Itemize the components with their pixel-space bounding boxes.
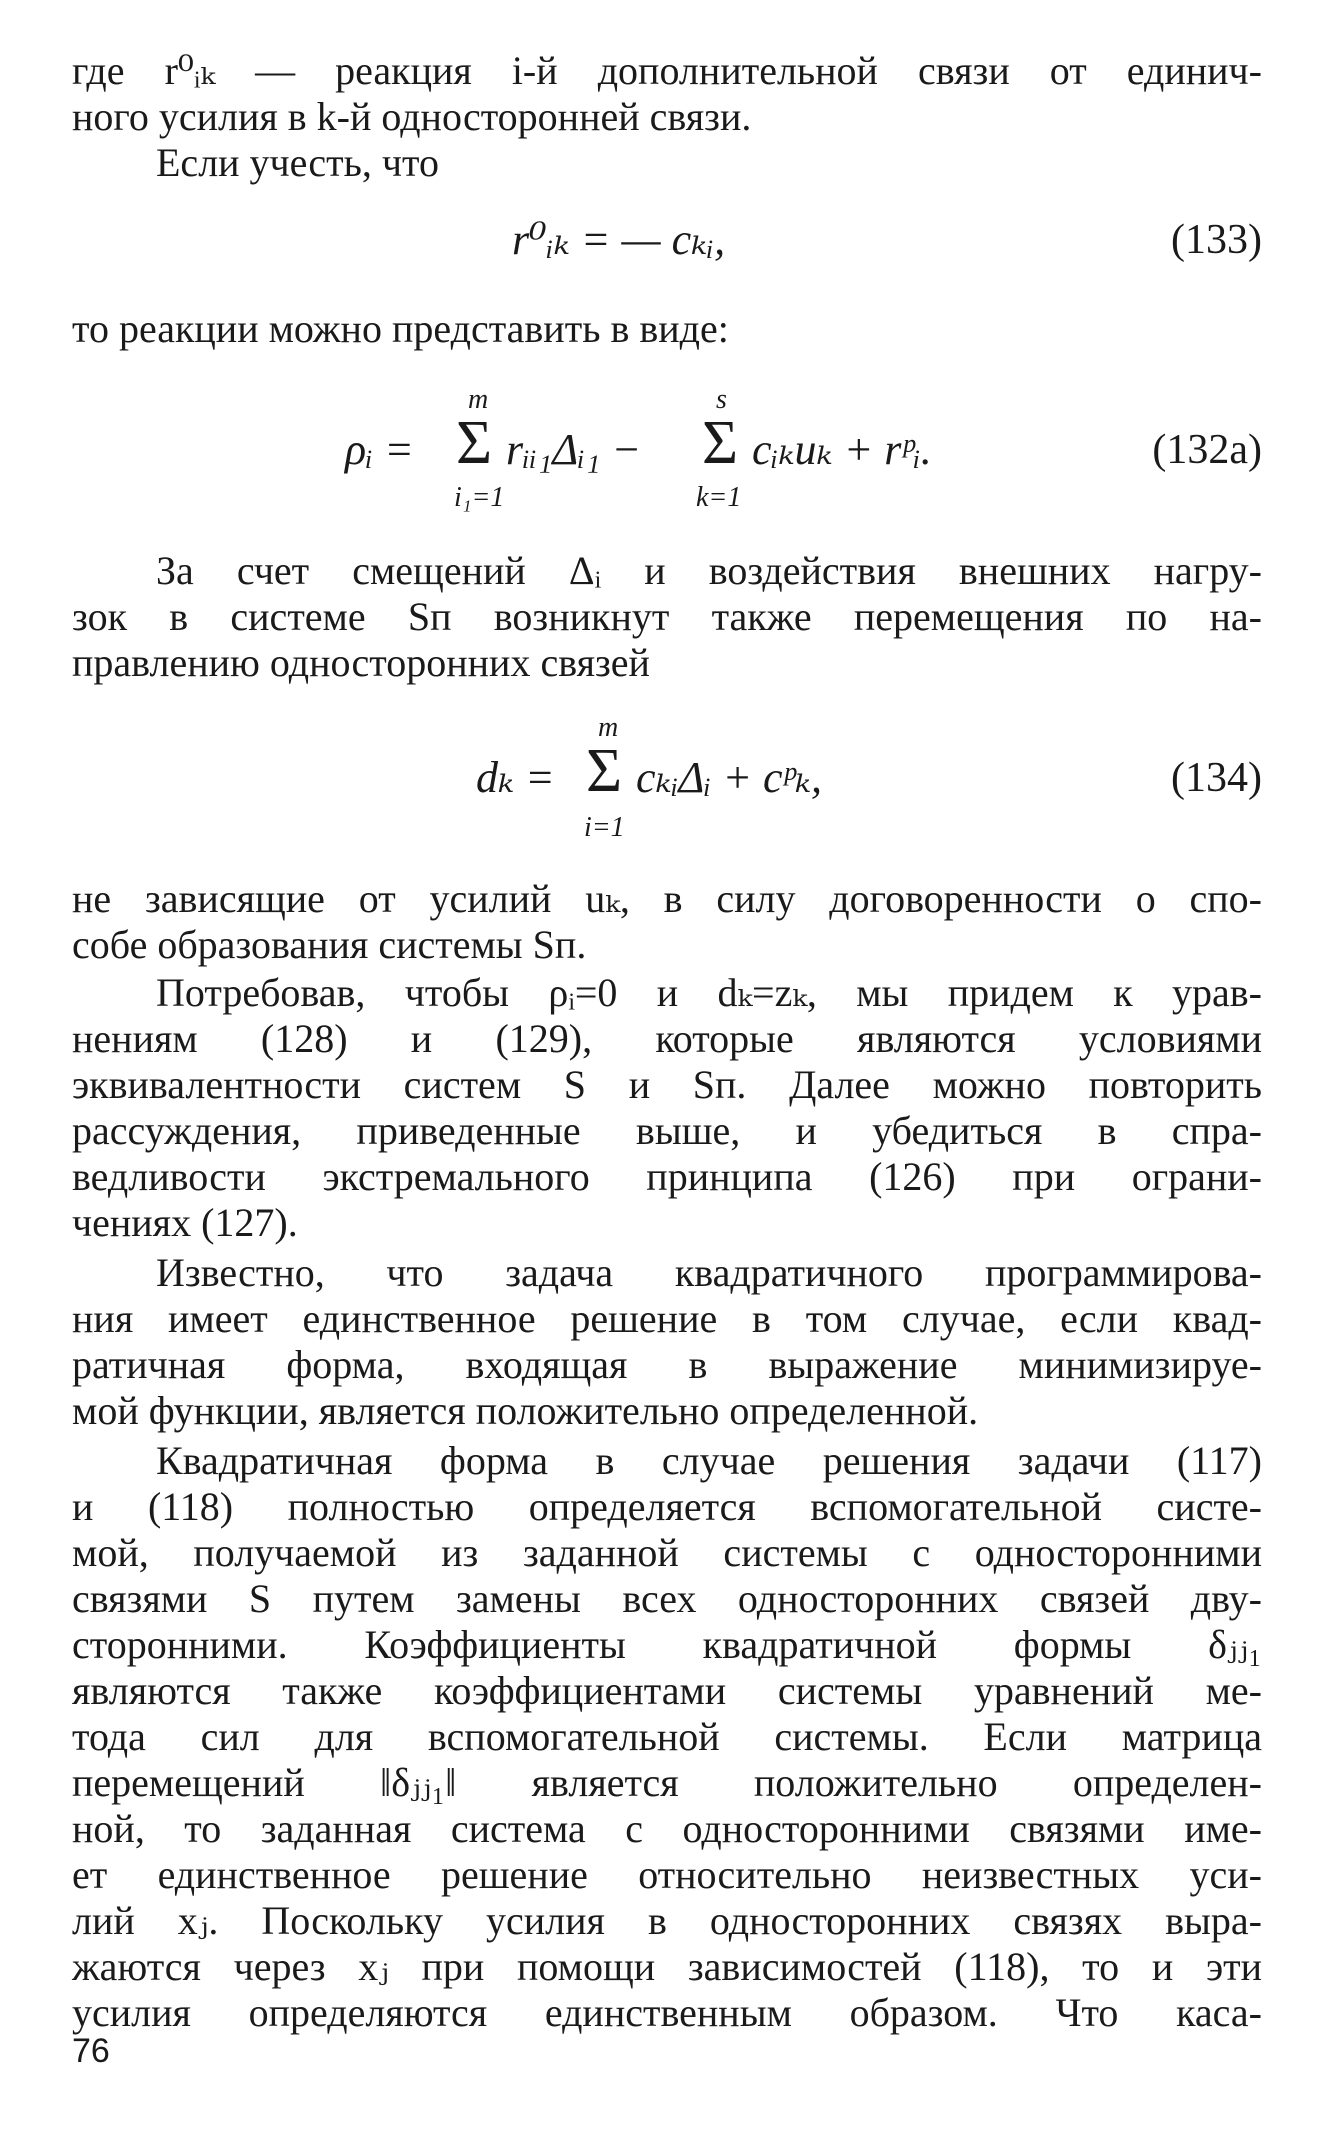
sum-symbol: Σ bbox=[586, 737, 623, 805]
text-line: то реакции можно представить в виде: bbox=[72, 306, 729, 351]
sum-lower-limit: i₁=1 bbox=[454, 482, 505, 513]
equation-number: (132а) bbox=[1152, 427, 1262, 473]
text-line: являются также коэффициентами системы уравнений ме- bbox=[72, 1668, 1262, 1713]
text-line: не зависящие от усилий uₖ, в силу договоренности о спо- bbox=[72, 876, 1262, 921]
text-line: перемещений ‖δⱼⱼ₁‖ является положительно определен- bbox=[72, 1760, 1262, 1805]
text-line: ведливости экстремального принципа (126) при ограни- bbox=[72, 1154, 1262, 1199]
page-number: 76 bbox=[72, 2032, 110, 2070]
text-line: связями S путем замены всех односторонних связей дву- bbox=[72, 1576, 1262, 1621]
text-line: усилия определяются единственным образом. Что каса- bbox=[72, 1990, 1262, 2035]
sum-lower-limit: k=1 bbox=[696, 482, 742, 513]
sum-lower-limit: i=1 bbox=[584, 812, 625, 843]
text-line: нениям (128) и (129), которые являются условиями bbox=[72, 1016, 1262, 1061]
text-line: рассуждения, приведенные выше, и убедиться в спра- bbox=[72, 1108, 1262, 1153]
text-line: ной, то заданная система с односторонними связями име- bbox=[72, 1806, 1262, 1851]
equation-term: rᵢᵢ₁Δᵢ₁ − bbox=[506, 425, 642, 474]
text-line: зок в системе Sп возникнут также перемещения по на- bbox=[72, 594, 1262, 639]
equation-term: cᵢₖuₖ + rᵖᵢ. bbox=[752, 425, 932, 474]
text-line: и (118) полностью определяется вспомогательной систе- bbox=[72, 1484, 1262, 1529]
text-line: собе образования системы Sп. bbox=[72, 922, 587, 967]
text-line: мой функции, является положительно определенной. bbox=[72, 1388, 979, 1433]
text-line: Известно, что задача квадратичного программирова- bbox=[156, 1250, 1262, 1295]
equation-number: (134) bbox=[1171, 755, 1262, 801]
text-line: За счет смещений Δᵢ и воздействия внешних нагру- bbox=[156, 548, 1262, 593]
text-line: ного усилия в k-й односторонней связи. bbox=[72, 94, 752, 139]
text-line: где r⁰ᵢₖ — реакция i-й дополнительной связи от единич- bbox=[72, 48, 1262, 93]
text-line: эквивалентности систем S и Sп. Далее можно повторить bbox=[72, 1062, 1262, 1107]
text-line: лий xⱼ. Поскольку усилия в односторонних связях выра- bbox=[72, 1898, 1262, 1943]
sum-symbol: Σ bbox=[702, 409, 739, 477]
sum-upper-limit: m bbox=[598, 712, 619, 743]
text-line: Потребовав, чтобы ρᵢ=0 и dₖ=zₖ, мы придем к урав- bbox=[156, 970, 1262, 1015]
sum-upper-limit: m bbox=[468, 384, 489, 415]
equation-number: (133) bbox=[1171, 217, 1262, 263]
text-line: Если учесть, что bbox=[156, 140, 439, 185]
text-line: сторонними. Коэффициенты квадратичной формы δⱼⱼ₁ bbox=[72, 1622, 1262, 1667]
text-line: чениях (127). bbox=[72, 1200, 298, 1245]
sum-symbol: Σ bbox=[456, 409, 493, 477]
equation-lhs: ρᵢ = bbox=[345, 425, 414, 474]
text-line: ратичная форма, входящая в выражение минимизируе- bbox=[72, 1342, 1262, 1387]
equation-body: r⁰ᵢₖ = — cₖᵢ, bbox=[512, 215, 726, 264]
text-line: жаются через xⱼ при помощи зависимостей (118), то и эти bbox=[72, 1944, 1262, 1989]
text-line: мой, получаемой из заданной системы с односторонними bbox=[72, 1530, 1262, 1575]
text-line: правлению односторонних связей bbox=[72, 640, 650, 685]
sum-upper-limit: s bbox=[716, 384, 727, 415]
text-line: ет единственное решение относительно неизвестных уси- bbox=[72, 1852, 1262, 1897]
text-line: тода сил для вспомогательной системы. Если матрица bbox=[72, 1714, 1262, 1759]
text-line: Квадратичная форма в случае решения задачи (117) bbox=[156, 1438, 1262, 1483]
text-line: ния имеет единственное решение в том случае, если квад- bbox=[72, 1296, 1262, 1341]
equation-lhs: dₖ = bbox=[476, 753, 555, 802]
equation-term: cₖᵢΔᵢ + cᵖₖ, bbox=[636, 753, 823, 802]
